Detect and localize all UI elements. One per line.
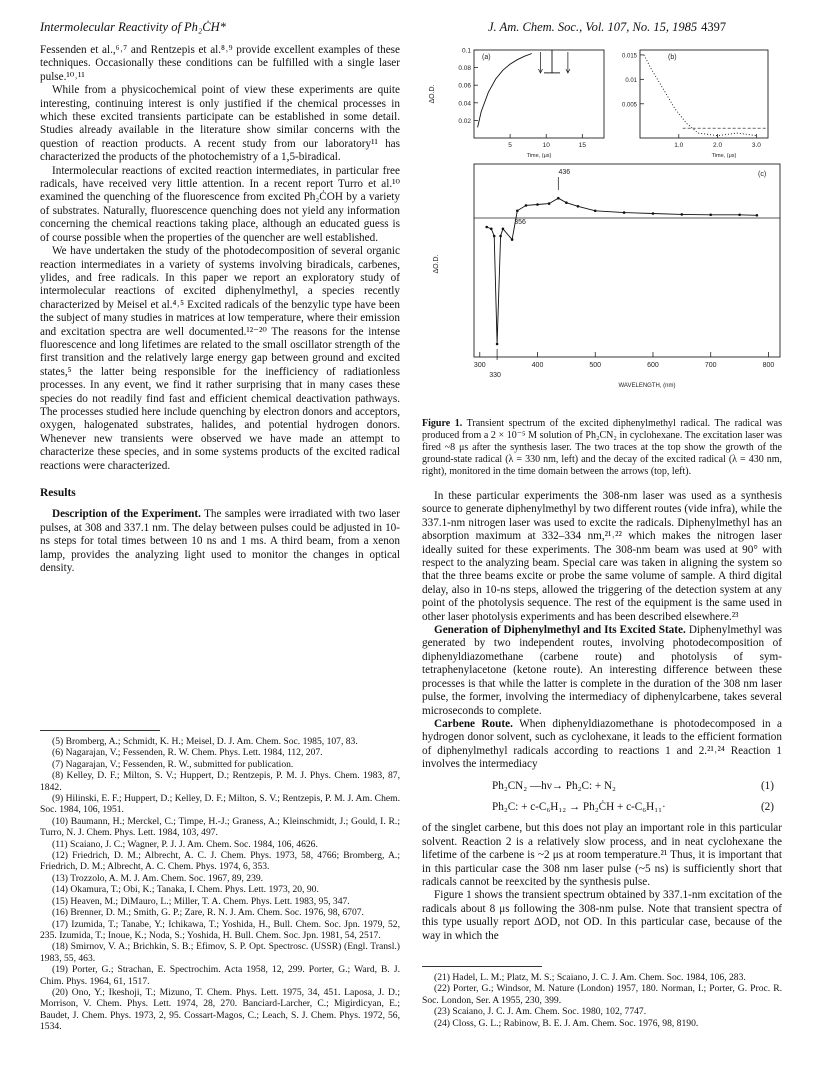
- figure-caption: [422, 418, 782, 478]
- footnote-references-left: [40, 730, 400, 1033]
- paragraph: [40, 508, 400, 575]
- panel-c-frame: [474, 164, 780, 357]
- x-tick-label: 3.0: [751, 142, 761, 149]
- y-tick-label: 0.06: [458, 82, 471, 90]
- paragraph: of the singlet carbene, but this does not play an important role in this particular solvent. Reaction 2 is a relatively slow process, and in neat cyclohexane the lifetime of the carbene is ~2 μs at room temperature.²¹ Thus, it is important that in this particular case the 308 nm laser pulse (~5 ns) is sufficiently short that radicals cannot be reexcited by the synthesis pulse.: [422, 822, 782, 888]
- x-tick-label: 400: [531, 362, 544, 369]
- y-tick-label: 0.015: [621, 53, 637, 60]
- reference: (17) Izumida, T.; Tanabe, Y.; Ichikawa, T.; Yoshida, H., Bull. Chem. Soc. Jpn. 1979, 52, 235. Izumida, T.; Inoue, K.; Noda, S.; Yoshida, H. Bull. Chem. Soc. Jpn. 1981, 54, 2517.: [40, 918, 400, 941]
- equation-1: [422, 780, 782, 793]
- panel-c-label: (c): [758, 171, 767, 178]
- reference: (23) Scaiano, J. C. J. Am. Chem. Soc. 1980, 102, 7747.: [434, 1006, 647, 1018]
- spectrum-point: [652, 212, 655, 215]
- footnote-references-right: [422, 966, 782, 1029]
- equation-2: [422, 801, 782, 814]
- spectrum-point: [557, 197, 560, 200]
- reference: (19) Porter, G.; Strachan, E. Spectrochim. Acta 1958, 12, 299. Porter, G.; Ward, B. J. Chim. Phys. 1964, 61, 1517.: [40, 964, 400, 987]
- x-tick-label: 15: [578, 142, 586, 149]
- x-tick-label: 10: [542, 142, 550, 149]
- y-tick-label: 0.005: [621, 102, 637, 109]
- x-tick-label: 300: [473, 362, 486, 369]
- spectrum-point: [525, 204, 528, 207]
- spectrum-point: [516, 210, 519, 213]
- reference: (14) Okamura, T.; Obi, K.; Tanaka, I. Chem. Phys. Lett. 1973, 20, 90.: [52, 884, 319, 896]
- reference-list: [40, 736, 400, 1033]
- reference-list: [422, 972, 782, 1029]
- paragraph: Fessenden et al.,⁶˒⁷ and Rentzepis et al.⁸˒⁹ provide excellent examples of these techniques. Occasionally these conditions can be fulfilled with a single laser pulse.¹⁰˒¹¹: [40, 44, 400, 83]
- reference: (22) Porter, G.; Windsor, M. Nature (London) 1957, 180. Norman, I.; Porter, G. Proc. R. Soc. London, Ser. A 1955, 230, 399.: [422, 983, 782, 1006]
- reference: (8) Kelley, D. F.; Milton, S. V.; Huppert, D.; Rentzepis, P. M. J. Phys. Chem. 1983, 87, 1842.: [40, 770, 400, 793]
- x-tick-label: 5: [508, 142, 512, 149]
- x-axis-label: WAVELENGTH, (nm): [618, 383, 676, 389]
- y-axis-label: ΔO.D.: [429, 84, 436, 104]
- reference: (21) Hadel, L. M.; Platz, M. S.; Scaiano, J. C. J. Am. Chem. Soc. 1984, 106, 283.: [434, 972, 746, 983]
- peak-label-356: 356: [514, 219, 526, 226]
- growth-trace: [478, 54, 532, 128]
- equation-body: Ph₂CN₂ —hν→ Ph₂C: + N₂: [492, 779, 616, 792]
- spectrum-point: [623, 211, 626, 214]
- footnote-rule: [40, 730, 160, 731]
- reference: (15) Heaven, M.; DiMauro, L.; Miller, T. A. Chem. Phys. Lett. 1983, 95, 347.: [52, 895, 350, 907]
- spectrum-point: [681, 213, 684, 216]
- spectrum-point: [511, 238, 514, 241]
- paragraph-text: When diphenyldiazomethane is photodecomposed in a hydrogen donor solvent, such as cyclohexane, it leads to the efficient formation of diphenylmethyl radicals according to reactions 1 and 2.²¹˒²⁴ Reaction 1 involves the intermediacy: [422, 717, 782, 771]
- paragraph: Intermolecular reactions of excited reaction intermediates, in particular free radicals, have received very little attention. In a recent report Turro et al.¹⁰ examined the quenching of the fluorescence from excited Ph₂ĊOH by a variety of substrates. Naturally, fluorescence quenching does not yield any information concerning the chemical reactions taking place, although an educated guess is of course possible when the properties of the quencher are well established.: [40, 164, 400, 244]
- reference: (16) Brenner, D. M.; Smith, G. P.; Zare, R. N. J. Am. Chem. Soc. 1976, 98, 6707.: [52, 907, 364, 919]
- reference: (24) Closs, G. L.; Rabinow, B. E. J. Am. Chem. Soc. 1976, 98, 8190.: [434, 1017, 699, 1029]
- spectrum-point: [709, 214, 712, 217]
- spectrum-trace: [487, 198, 757, 344]
- y-tick-label: 0.02: [458, 117, 471, 125]
- reference: (13) Trozzolo, A. M. J. Am. Chem. Soc. 1967, 89, 239.: [52, 872, 264, 884]
- x-axis-label: Time, (μs): [526, 153, 552, 159]
- spectrum-point: [738, 214, 741, 217]
- subsection-heading: Generation of Diphenylmethyl and Its Excited State.: [434, 624, 686, 637]
- panel-a-frame: [474, 50, 604, 138]
- equation-number: (2): [760, 800, 774, 813]
- paragraph: [422, 718, 782, 772]
- spectrum-point: [490, 228, 493, 231]
- x-tick-label: 2.0: [713, 142, 723, 149]
- y-axis-label: ΔO.D.: [433, 254, 440, 274]
- spectrum-point: [502, 228, 505, 231]
- paragraph: We have undertaken the study of the photodecomposition of several organic reaction intermediates in a variety of systems involving biradicals, carbenes, ylides, and free radicals. In this paper we report an exploratory study of intermolecular reactions of excited diphenylmethyl, a species recently characterized by Meisel et al.⁴˒⁵ Excited radicals of the benzylic type have been the subject of many studies in matrices at low temperature, where their emission and excitation spectra are well documented.¹²⁻²⁰ The reasons for the intense fluorescence and long lifetimes are related to the small oscillator strength of the first transition and the relatively large energy gap between ground and excited states,⁵ the latter being responsible for the inefficiency of radiationless processes. In any event, we find it rather surprising that in many cases these species do not readily find fast and efficient chemical deactivation pathways. The processes studied here include quenching by electron donors and acceptors, oxygen, halogenated substrates, halides, and potential hydrogen donors. Whenever new transients were observed we have made an attempt to characterize these species, and in some systems products of the excited radical reactions were characterized.: [40, 245, 400, 472]
- spectrum-point: [756, 214, 759, 217]
- y-tick-label: 0.08: [458, 65, 471, 73]
- subsection-heading: Carbene Route.: [434, 717, 513, 730]
- equation-number: (1): [760, 779, 774, 792]
- y-tick-label: 0.04: [458, 100, 471, 108]
- x-tick-label: 500: [589, 362, 602, 369]
- x-tick-label: 1.0: [674, 142, 684, 149]
- footnote-rule: [422, 966, 542, 967]
- panel-b-label: (b): [668, 54, 677, 61]
- spectrum-point: [536, 203, 539, 206]
- figure-caption-text: Transient spectrum of the excited diphenylmethyl radical. The radical was produced from a 2 × 10⁻⁵ M solution of Ph₂CN₂ in cyclohexane. The excitation laser was fired ~8 μs after the synthesis laser. The two traces at the top show the growth of the ground-state radical (λ = 330 nm, left) and the decay of the excited radical (λ = 430 nm, right), monitored in the time domain between the arrows (top, left).: [422, 418, 782, 477]
- panel-a-label: (a): [482, 54, 491, 61]
- x-tick-label: 800: [762, 362, 775, 369]
- spectrum-point: [496, 343, 499, 346]
- reference: (7) Nagarajan, V.; Fessenden, R. W., submitted for publication.: [52, 758, 294, 770]
- figure-1-graphic: [422, 44, 782, 414]
- journal-citation: J. Am. Chem. Soc., Vol. 107, No. 15, 1985: [488, 20, 698, 34]
- reference: (11) Scaiano, J. C.; Wagner, P. J. J. Am. Chem. Soc. 1984, 106, 4626.: [52, 838, 318, 850]
- y-tick-label: 0.1: [461, 47, 471, 55]
- reference: (20) Ono, Y.; Ikeshoji, T.; Mizuno, T. Chem. Phys. Lett. 1975, 34, 451. Laposa, J. D.; Morrison, V. Chem. Phys. Lett. 1974, 28, 270. Banciard-Larcher, C.; Migirdicyan, E.; Baudet, J. Chem. Phys. 1973, 2, 95. Cossart-Magos, C.; Leach, S. J. Chem. Phys. 1972, 56, 1534.: [40, 986, 400, 1033]
- reference: (10) Baumann, H.; Merckel, C.; Timpe, H.-J.; Graness, A.; Kleinschmidt, J.; Gould, I. R.; Turro, N. J. Chem. Phys. Lett. 1984, 103, 497.: [40, 815, 400, 839]
- paragraph-text: Diphenylmethyl was generated by two independent routes, involving photodecomposition of diphenyldiazomethane (carbene route) and photolysis of sym-tetraphenylacetone (ketone route). An interesting difference between these processes is that while the latter is complete in the duration of the 308 nm laser pulse, the former, involving the intermediacy of diphenylcarbene, takes several microseconds to complete.: [422, 624, 782, 717]
- spectrum-point: [594, 210, 597, 213]
- page-number: 4397: [701, 20, 727, 34]
- x-tick-label: 700: [704, 362, 717, 369]
- reference: (18) Smirnov, V. A.; Brichkin, S. B.; Efimov, S. P. Opt. Spectrosc. (USSR) (Engl. Transl.) 1983, 55, 463.: [40, 941, 400, 964]
- spectrum-point: [577, 205, 580, 208]
- reference: (12) Friedrich, D. M.; Albrecht, A. C. J. Chem. Phys. 1973, 58, 4766; Bromberg, A.; Friedrich, D. M.; Albrecht, A. C. Chem. Phys. 1974, 6, 353.: [40, 850, 400, 873]
- spectrum-point: [493, 235, 496, 238]
- running-header-right: [488, 20, 726, 35]
- decay-trace: [644, 55, 757, 136]
- left-column: [40, 44, 400, 575]
- paragraph: In these particular experiments the 308-nm laser was used as a synthesis source to generate diphenylmethyl by two different routes (vide infra), while the 337.1-nm nitrogen laser was used to excite the radicals. Diphenylmethyl has an absorption maximum at 332–334 nm,²¹˒²² which makes the nitrogen laser ideally suited for these experiments. The 308-nm beam was used at 90° with respect to the analyzing beam. Special care was taken in aligning the system so that the three beams excite or probe the same volume of sample. A third digital delay, also in 10-ns steps, allowed the triggering of the detection system at any point of the photolysis sequence. The rest of the equipment is the same used in other laser photolysis experiments and has been described elsewhere.²³: [422, 490, 782, 623]
- panel-b-frame: [640, 50, 768, 138]
- spectrum-point: [548, 202, 551, 205]
- paragraph: Figure 1 shows the transient spectrum obtained by 337.1-nm excitation of the radicals about 8 μs following the 308-nm pulse. Note that transient spectra of this type usually report ΔOD, not OD. In this particular case, because of the way in which the: [422, 889, 782, 942]
- paragraph: [422, 624, 782, 718]
- reference: (9) Hilinski, E. F.; Huppert, D.; Kelley, D. F.; Milton, S. V.; Rentzepis, P. M. J. Am. Chem. Soc. 1984, 106, 1951.: [40, 793, 400, 816]
- equation-body: Ph₂C: + c-C₆H₁₂ → Ph₂ĊH + c-C₆H₁₁·: [492, 800, 666, 813]
- reference: (5) Bromberg, A.; Schmidt, K. H.; Meisel, D. J. Am. Chem. Soc. 1985, 107, 83.: [52, 736, 358, 747]
- spectrum-point: [499, 235, 502, 238]
- spectrum-point: [565, 201, 568, 204]
- figure-caption-label: Figure 1.: [422, 418, 463, 429]
- x-extra-tick-label: 330: [489, 372, 501, 379]
- subsection-heading: Description of the Experiment.: [52, 508, 201, 521]
- reference: (6) Nagarajan, V.; Fessenden, R. W. Chem. Phys. Lett. 1984, 112, 207.: [52, 747, 323, 759]
- paragraph-text: The samples were irradiated with two laser pulses, at 308 and 337.1 nm. The delay between pulses could be adjusted in 10-ns steps for total times between 10 ns and 1 ms. A third beam, from a xenon lamp, provides the analyzing light used to monitor the changes in optical density.: [40, 508, 400, 575]
- right-column: [422, 44, 782, 943]
- paragraph: While from a physicochemical point of view these experiments are quite interesting, continuing interest is only justified if the chemical processes in which these excited transients participate can be established in some detail. Studies already available in the literature show similar concerns with the question of reaction products. A recent study from our laboratory¹¹ has characterized the products of the photochemistry of a 1,5-biradical.: [40, 84, 400, 164]
- section-heading-results: Results: [40, 487, 76, 499]
- peak-label-436: 436: [558, 169, 571, 176]
- y-tick-label: 0.01: [625, 77, 637, 84]
- x-tick-label: 600: [647, 362, 659, 369]
- spectrum-point: [485, 226, 488, 229]
- x-axis-label: Time, (μs): [711, 153, 737, 159]
- running-header-left: Intermolecular Reactivity of Ph₂ĊH*: [40, 20, 226, 34]
- figure-1: [422, 44, 782, 414]
